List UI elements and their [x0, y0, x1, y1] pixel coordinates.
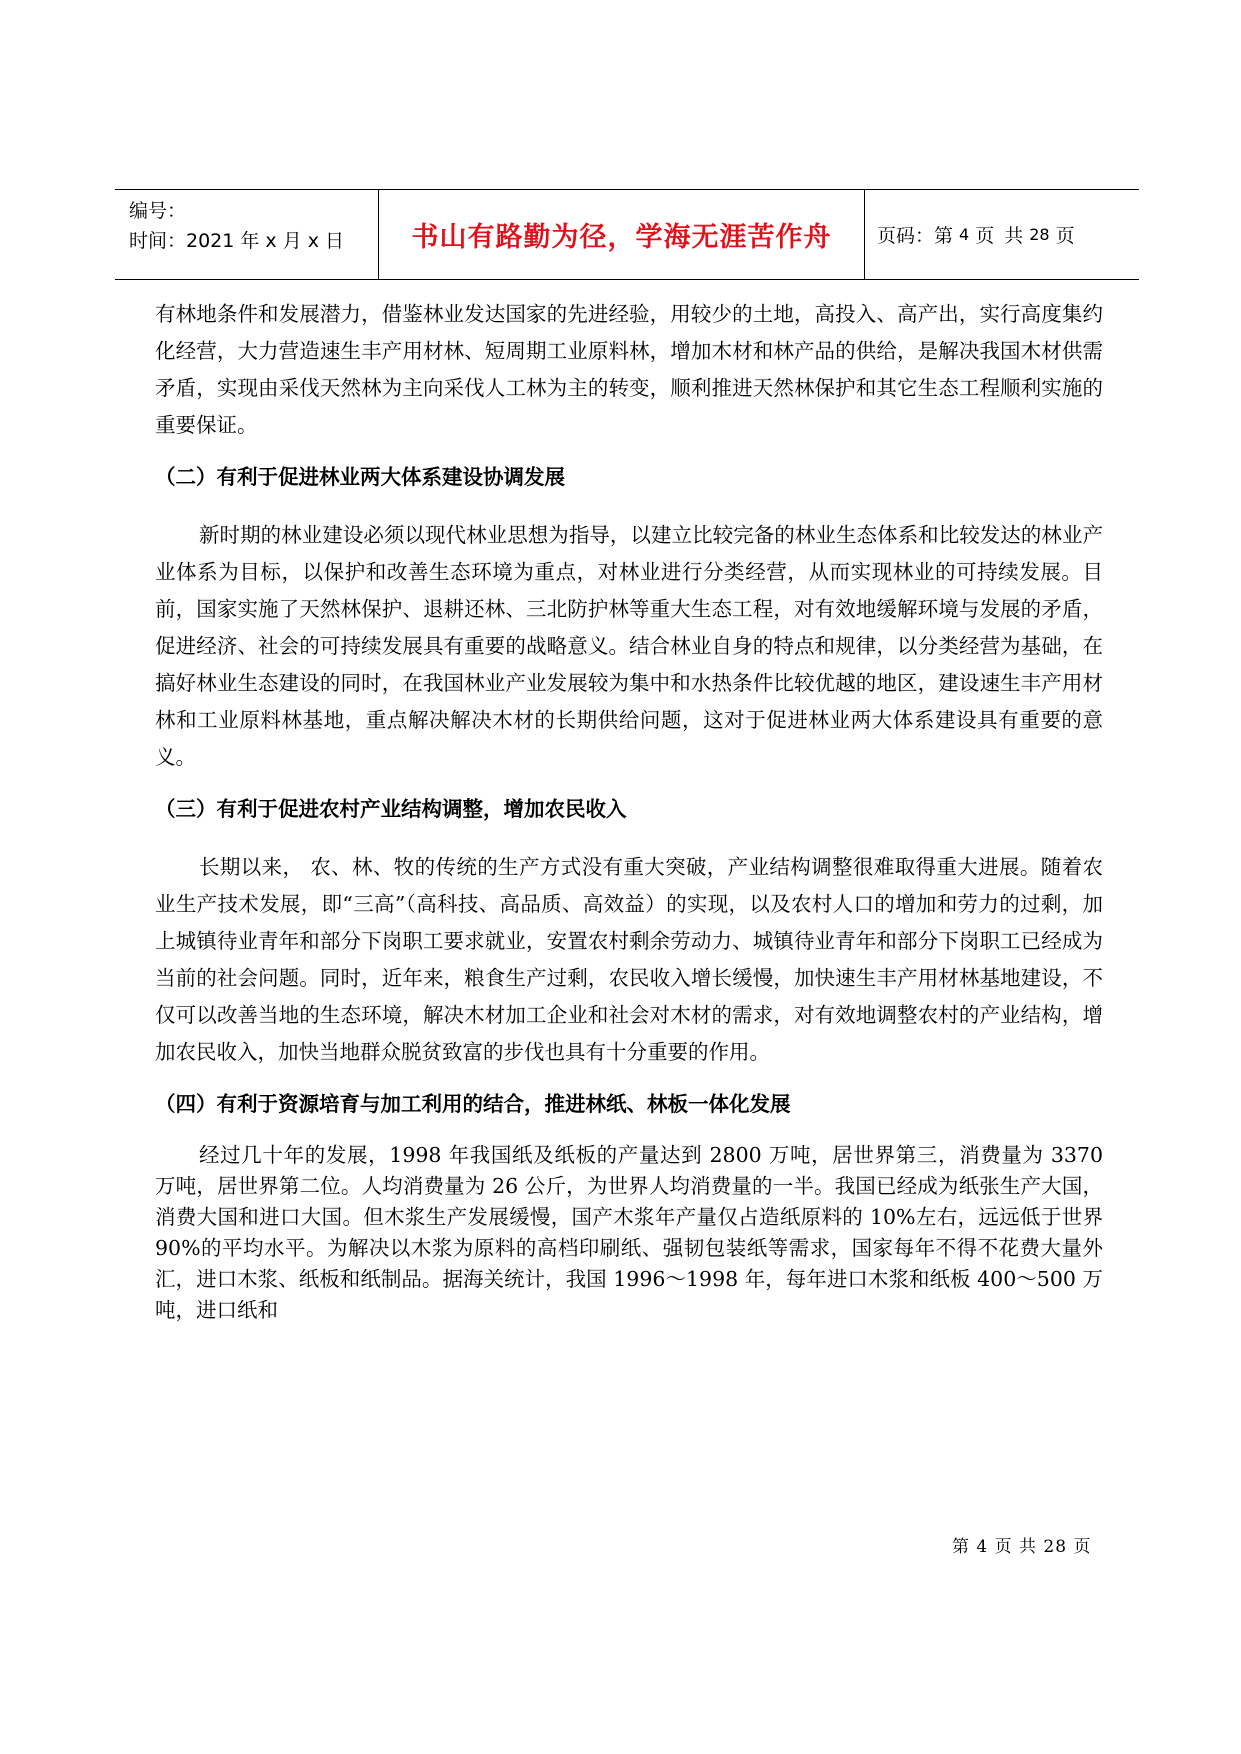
section-heading-4: （四）有利于资源培育与加工利用的结合，推进林纸、林板一体化发展 — [155, 1092, 791, 1116]
paragraph-4: 经过几十年的发展，1998 年我国纸及纸板的产量达到 2800 万吨，居世界第三，消费量为 3370 万吨，居世界第二位。人均消费量为 26 公斤，为世界人均消费量的一半。我国已经成为纸张生产大国，消费大国和进口大国。但木浆生产发展缓慢，国产木浆年产量仅占造纸原料的 10%左右，远远低于世界 90%的平均水平。为解决以木浆为原料的高档印刷纸、强韧包装纸等需求，国家每年不得不花费大量外汇，进口木浆、纸板和纸制品。据海关统计，我国 1996～1998 年，每年进口木浆和纸板 400～500 万吨，进口纸和 — [155, 1143, 1103, 1322]
header-page-info — [865, 190, 1139, 279]
document-body — [155, 296, 1103, 1326]
page-prefix: 页码：第 — [877, 225, 954, 247]
paragraph-2: 新时期的林业建设必须以现代林业思想为指导，以建立比较完备的林业生态体系和比较发达的林业产业体系为目标，以保护和改善生态环境为重点，对林业进行分类经营，从而实现林业的可持续发展。目前，国家实施了天然林保护、退耕还林、三北防护林等重大生态工程，对有效地缓解环境与发展的矛盾，促进经济、社会的可持续发展具有重要的战略意义。结合林业自身的特点和规律，以分类经营为基础，在搞好林业生态建设的同时，在我国林业产业发展较为集中和水热条件比较优越的地区，建设速生丰产用材林和工业原料林基地，重点解决解决木材的长期供给问题，这对于促进林业两大体系建设具有重要的意义。 — [155, 523, 1103, 769]
paragraph-1: 有林地条件和发展潜力，借鉴林业发达国家的先进经验，用较少的土地，高投入、高产出，实行高度集约化经营，大力营造速生丰产用材林、短周期工业原料林，增加木材和林产品的供给，是解决我国木材供需矛盾，实现由采伐天然林为主向采伐人工林为主的转变，顺利推进天然林保护和其它生态工程顺利实施的重要保证。 — [155, 302, 1103, 437]
page-footer: 第 4 页 共 28 页 — [952, 1537, 1092, 1557]
time-label: 时间：2021 年 x 月 x 日 — [129, 230, 345, 252]
paragraph-3: 长期以来， 农、林、牧的传统的生产方式没有重大突破，产业结构调整很难取得重大进展。随着农业生产技术发展，即“三高”（高科技、高品质、高效益）的实现，以及农村人口的增加和劳力的过剩，加上城镇待业青年和部分下岗职工要求就业，安置农村剩余劳动力、城镇待业青年和部分下岗职工已经成为当前的社会问题。同时，近年来，粮食生产过剩，农民收入增长缓慢，加快速生丰产用材林基地建设，不仅可以改善当地的生态环境，解决木材加工企业和社会对木材的需求，对有效地调整农村的产业结构，增加农民收入，加快当地群众脱贫致富的步伐也具有十分重要的作用。 — [155, 855, 1103, 1064]
number-label: 编号： — [129, 200, 187, 222]
page-suffix: 页 — [1055, 225, 1075, 247]
page-total-prefix: 共 — [1004, 225, 1024, 247]
section-heading-3: （三）有利于促进农村产业结构调整，增加农民收入 — [155, 797, 627, 821]
section-heading-2: （二）有利于促进林业两大体系建设协调发展 — [155, 465, 565, 489]
document-header — [115, 189, 1139, 280]
page-current: 4 — [959, 225, 970, 244]
header-motto: 书山有路勤为径，学海无涯苦作舟 — [379, 190, 865, 279]
page-total: 28 — [1029, 225, 1050, 244]
page-mid: 页 — [975, 225, 995, 247]
header-meta — [115, 190, 379, 279]
